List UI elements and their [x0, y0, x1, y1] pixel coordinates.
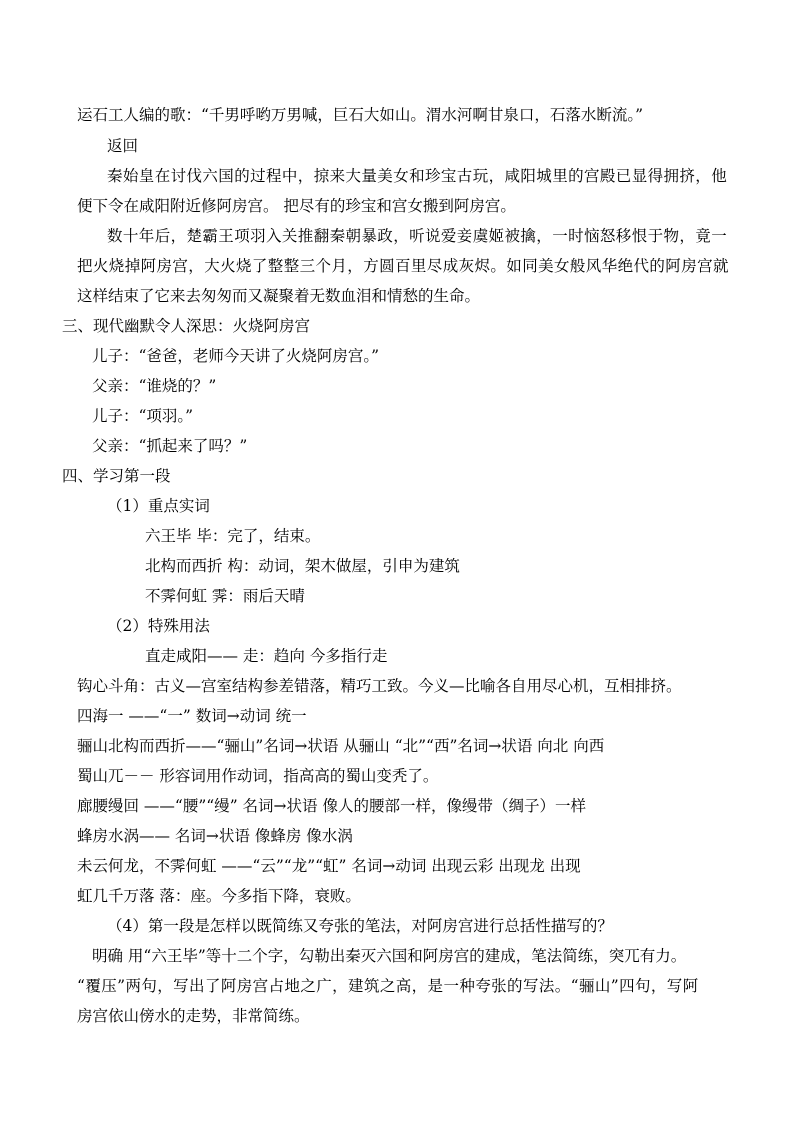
vocab-item-bi: 六王毕 毕：完了，结束。	[145, 527, 321, 545]
usage-item-langyao: 廊腰缦回 ——“腰”“缦” 名词→状语 像人的腰部一样，像缦带（绸子）一样	[77, 797, 586, 815]
text-line-song: 运石工人编的歌：“千男呼哟万男喊，巨石大如山。渭水河啊甘泉口，石落水断流。”	[77, 106, 644, 124]
text-line-qin-1: 秦始皇在讨伐六国的过程中，掠来大量美女和珍宝古玩，咸阳城里的宫殿已显得拥挤，他	[107, 167, 728, 185]
subheading-key-words: （1）重点实词	[107, 497, 210, 515]
dialogue-father-1: 父亲：“谁烧的？”	[92, 377, 217, 395]
answer-line-3: 房宫依山傍水的走势，非常简练。	[77, 1007, 310, 1025]
answer-line-2: “覆压”两句，写出了阿房宫占地之广，建筑之高，是一种夸张的写法。“骊山”四句，写阿	[77, 977, 699, 995]
answer-line-1: 明确 用“六王毕”等十二个字，勾勒出秦灭六国和阿房宫的建成，笔法简练，突兀有力。	[92, 947, 687, 965]
usage-item-luo: 虹几千万落 落：座。今多指下降，衰败。	[77, 887, 361, 905]
usage-item-gouxin: 钩心斗角：古义—宫室结构参差错落，精巧工致。今义—比喻各自用尽心机，互相排挤。	[77, 677, 682, 695]
dialogue-son-1: 儿子：“爸爸，老师今天讲了火烧阿房宫。”	[92, 347, 380, 365]
usage-item-fengfang: 蜂房水涡—— 名词→状语 像蜂房 像水涡	[77, 827, 353, 845]
section-heading-4: 四、学习第一段	[62, 467, 171, 485]
usage-item-shushan: 蜀山兀－－ 形容词用作动词，指高高的蜀山变秃了。	[77, 767, 439, 785]
question-4: （4）第一段是怎样以既简练又夸张的笔法，对阿房宫进行总括性描写的？	[107, 917, 613, 935]
usage-item-lishan: 骊山北构而西折——“骊山”名词→状语 从骊山 “北”“西”名词→状语 向北 向西	[77, 737, 605, 755]
dialogue-son-2: 儿子：“项羽。”	[92, 407, 194, 425]
text-line-qin-2: 便下令在咸阳附近修阿房宫。 把尽有的珍宝和宫女搬到阿房宫。	[77, 197, 516, 215]
usage-item-weiyun: 未云何龙，不霁何虹 ——“云”“龙”“虹” 名词→动词 出现云彩 出现龙 出现	[77, 857, 581, 875]
subheading-special-usage: （2）特殊用法	[107, 617, 210, 635]
dialogue-father-2: 父亲：“抓起来了吗？”	[92, 437, 248, 455]
usage-item-zou: 直走咸阳—— 走：趋向 今多指行走	[145, 647, 388, 665]
usage-item-sihai: 四海一 ——“一” 数词→动词 统一	[77, 707, 307, 725]
return-link[interactable]: 返回	[107, 137, 139, 155]
text-line-xiangyu-1: 数十年后，楚霸王项羽入关推翻秦朝暴政，听说爱妾虞姬被擒，一时恼怒移恨于物，竟一	[107, 227, 728, 245]
vocab-item-ji: 不霁何虹 霁：雨后天晴	[145, 587, 305, 605]
text-line-xiangyu-3: 这样结束了它来去匆匆而又凝聚着无数血泪和情愁的生命。	[77, 287, 481, 305]
vocab-item-gou: 北构而西折 构：动词，架木做屋，引申为建筑	[145, 557, 460, 575]
section-heading-3: 三、现代幽默令人深思：火烧阿房宫	[62, 317, 311, 335]
text-line-xiangyu-2: 把火烧掉阿房宫，大火烧了整整三个月，方圆百里尽成灰烬。如同美女般风华绝代的阿房宫就	[77, 257, 729, 275]
